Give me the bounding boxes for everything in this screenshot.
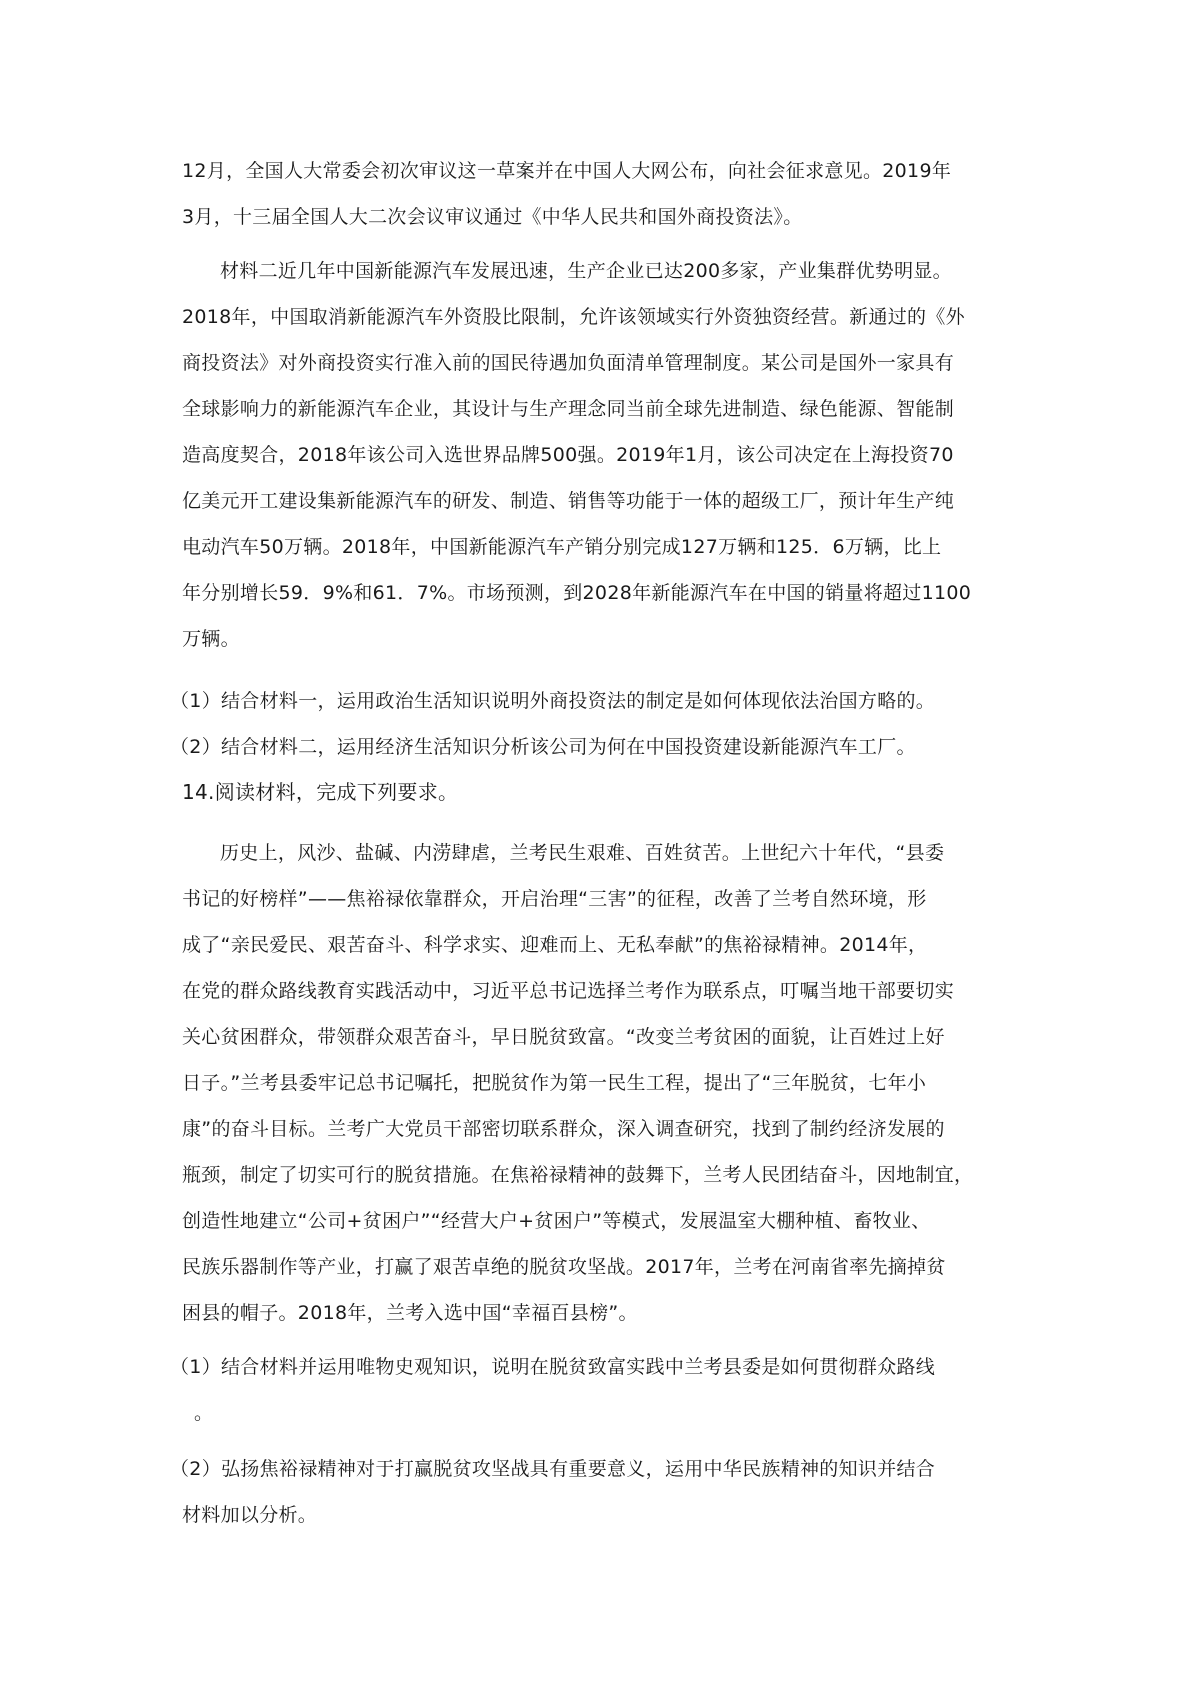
text-line: 万辆。 <box>182 628 240 650</box>
text-line: 3月，十三届全国人大二次会议审议通过《中华人民共和国外商投资法》。 <box>182 206 803 228</box>
question-title: 14.阅读材料，完成下列要求。 <box>182 780 459 804</box>
text-line: 成了“亲民爱民、艰苦奋斗、科学求实、迎难而上、无私奉献”的焦裕禄精神。2014年， <box>182 934 928 956</box>
text-line: 书记的好榜样”——焦裕禄依靠群众，开启治理“三害”的征程，改善了兰考自然环境，形 <box>182 888 927 910</box>
text-line: 康”的奋斗目标。兰考广大党员干部密切联系群众，深入调查研究，找到了制约经济发展的 <box>182 1118 945 1140</box>
text-line: 电动汽车50万辆。2018年，中国新能源汽车产销分别完成127万辆和125．6万辆，比上 <box>182 536 942 558</box>
q14-material-paragraph <box>182 830 1032 1336</box>
q13-questions <box>170 678 1020 770</box>
material-two-paragraph <box>182 248 1032 662</box>
q13-part-1: （1）结合材料一，运用政治生活知识说明外商投资法的制定是如何体现依法治国方略的。 <box>170 690 936 712</box>
text-line: 关心贫困群众，带领群众艰苦奋斗，早日脱贫致富。“改变兰考贫困的面貌，让百姓过上好 <box>182 1026 945 1048</box>
text-line: 材料二近几年中国新能源汽车发展迅速，生产企业已达200多家，产业集群优势明显。 <box>220 260 952 282</box>
text-line: 2018年，中国取消新能源汽车外资股比限制，允许该领域实行外资独资经营。新通过的《外 <box>182 306 965 328</box>
q13-part-2: （2）结合材料二，运用经济生活知识分析该公司为何在中国投资建设新能源汽车工厂。 <box>170 736 916 758</box>
text-line: 全球影响力的新能源汽车企业，其设计与生产理念同当前全球先进制造、绿色能源、智能制 <box>182 398 955 420</box>
text-line: 商投资法》对外商投资实行准入前的国民待遇加负面清单管理制度。某公司是国外一家具有 <box>182 352 955 374</box>
text-line: 年分别增长59．9%和61．7%。市场预测，到2028年新能源汽车在中国的销量将超过1100 <box>182 582 972 604</box>
text-line: 日子。”兰考县委牢记总书记嘱托，把脱贫作为第一民生工程，提出了“三年脱贫，七年小 <box>182 1072 927 1094</box>
text-line: 造高度契合，2018年该公司入选世界品牌500强。2019年1月，该公司决定在上海投资70 <box>182 444 954 466</box>
q14-heading <box>182 769 1032 815</box>
text-line: 创造性地建立“公司+贫困户”“经营大户+贫困户”等模式，发展温室大棚种植、畜牧业、 <box>182 1210 931 1232</box>
text-line: 民族乐器制作等产业，打赢了艰苦卓绝的脱贫攻坚战。2017年，兰考在河南省率先摘掉贫 <box>182 1256 946 1278</box>
text-line: 瓶颈，制定了切实可行的脱贫措施。在焦裕禄精神的鼓舞下，兰考人民团结奋斗，因地制宜， <box>182 1164 974 1186</box>
text-line: 困县的帽子。2018年，兰考入选中国“幸福百县榜”。 <box>182 1302 638 1324</box>
q14-part-2 <box>170 1446 1020 1538</box>
text-line: 亿美元开工建设集新能源汽车的研发、制造、销售等功能于一体的超级工厂，预计年生产纯 <box>182 490 955 512</box>
text-line: 材料加以分析。 <box>182 1504 318 1526</box>
text-line: 历史上，风沙、盐碱、内涝肆虐，兰考民生艰难、百姓贫苦。上世纪六十年代，“县委 <box>220 842 945 864</box>
text-line: 。 <box>194 1402 214 1424</box>
text-line: （2）弘扬焦裕禄精神对于打赢脱贫攻坚战具有重要意义，运用中华民族精神的知识并结合 <box>170 1458 936 1480</box>
q14-part-1 <box>170 1344 1020 1436</box>
material-one-tail <box>182 148 1032 240</box>
text-line: 12月，全国人大常委会初次审议这一草案并在中国人大网公布，向社会征求意见。2019年 <box>182 160 952 182</box>
text-line: 在党的群众路线教育实践活动中，习近平总书记选择兰考作为联系点，叮嘱当地干部要切实 <box>182 980 955 1002</box>
text-line: （1）结合材料并运用唯物史观知识，说明在脱贫致富实践中兰考县委是如何贯彻群众路线 <box>170 1356 936 1378</box>
